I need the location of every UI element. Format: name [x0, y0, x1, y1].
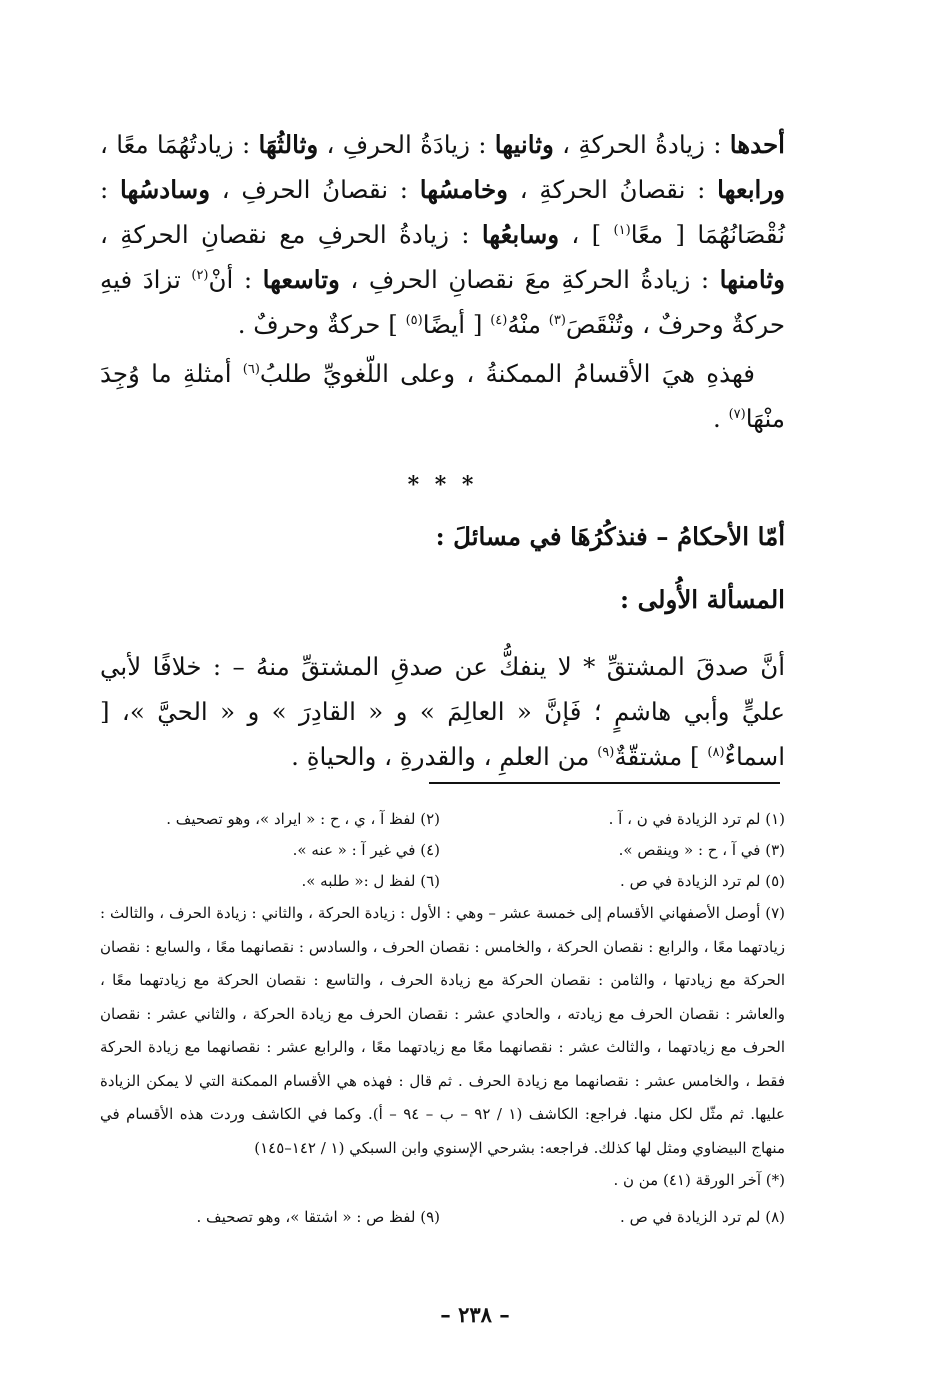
paragraph-issue-one	[100, 644, 785, 779]
text-run: .	[713, 404, 729, 433]
manuscript-mark: *	[583, 652, 596, 681]
text-run: من العلمِ ، والقدرةِ ، والحياةِ .	[291, 742, 598, 771]
text-run: : زيادَةُ الحرفِ ،	[318, 130, 495, 159]
text-run: : زيادةُ الحركةِ معَ نقصانِ الحرفِ ،	[339, 265, 720, 294]
footnote-ref: (٣)	[548, 312, 566, 328]
text-run: أنَّ صدقَ المشتقِّ	[595, 652, 785, 681]
footnote-star: (*) آخر الورقة (٤١) من ن .	[613, 1171, 785, 1189]
footnote-ref: (٢)	[191, 267, 209, 283]
keyword: وسابعُها	[481, 220, 560, 249]
footnote-ref: (٤)	[490, 312, 508, 328]
text-run: ] مشتقّةٌ	[614, 742, 708, 771]
keyword: وخامسُها	[419, 175, 508, 204]
text-run: : نقصانُ الحرفِ ،	[210, 175, 420, 204]
footnote-9: (٩) لفظ ص : « اشتقا »، وهو تصحيف .	[196, 1208, 440, 1226]
keyword: وسادسُها	[120, 175, 211, 204]
footnote-ref: (٨)	[707, 744, 725, 760]
footnote-2: (٢) لفظ آ ، ي ، ح : « ايراد »، وهو تصحيف .	[166, 810, 440, 828]
text-run: ] حركةٌ وحرفٌ .	[237, 310, 406, 339]
keyword: وتاسعها	[262, 265, 340, 294]
footnotes	[100, 804, 785, 1233]
footnote-row	[100, 1202, 785, 1233]
footnote-1: (١) لم ترد الزيادة في ن ، آ .	[608, 810, 785, 828]
text-run: : نقصانُ الحركةِ ،	[507, 175, 718, 204]
footnote-ref: (١)	[613, 222, 631, 238]
footnote-8: (٨) لم ترد الزيادة في ص .	[620, 1208, 785, 1226]
footnote-5: (٥) لم ترد الزيادة في ص .	[620, 872, 785, 890]
footnote-divider	[429, 782, 780, 784]
section-heading: أمّا الأحكامُ – فنذكُرُهَا في مسائلَ :	[435, 522, 785, 551]
footnote-ref: (٩)	[597, 744, 615, 760]
page-number: – ٢٣٨ –	[440, 1302, 510, 1327]
text-run: : زيادةُ الحرفِ مع نقصانِ الحركةِ ،	[100, 220, 482, 249]
paragraph-divisions	[100, 122, 785, 347]
text-run: [ أيضًا	[422, 310, 491, 339]
section-separator: * * *	[407, 472, 478, 498]
main-text	[100, 122, 785, 779]
footnote-row	[100, 835, 785, 866]
keyword: وثامنها	[719, 265, 785, 294]
text-run: : زيادتُهُمَا معًا ،	[100, 130, 259, 159]
text-run: : أنْ	[208, 265, 263, 294]
text-run: ] ،	[559, 220, 614, 249]
issue-heading: المسألة الأُولى :	[620, 585, 785, 614]
text-run: : نُقْصَانُهُمَا [ معًا	[100, 175, 785, 249]
footnote-6: (٦) لفظ ل :« طلبه ».	[301, 872, 440, 890]
text-run: لا ينفكُّ عن صدقِ المشتقِّ منهُ – : خلافًا لأبي عليٍّ وأبي هاشمٍ ؛ فَإنَّ « العالِمَ » و « القادِرَ » و « الحيَّ »، [ اسماءٌ	[100, 652, 785, 771]
text-run: فهذهِ هيَ الأقسامُ الممكنةُ ، وعلى اللّغويِّ طلبُ	[259, 359, 756, 388]
footnote-ref: (٥)	[405, 312, 423, 328]
footnote-ref: (٧)	[728, 406, 746, 422]
keyword: وثانيها	[494, 130, 554, 159]
text-run: : زيادةُ الحركةِ ،	[553, 130, 730, 159]
footnote-row	[100, 866, 785, 897]
keyword: أحدها	[729, 130, 785, 159]
footnote-ref: (٦)	[242, 361, 260, 377]
footnote-3: (٣) في آ ، ح : « وينقص ».	[618, 841, 785, 859]
text-run: تزادَ فيهِ حركةٌ وحرفٌ ، وتُنْقَصَ	[100, 265, 785, 339]
footnote-7: (٧) أوصل الأصفهاني الأقسام إلى خمسة عشر – وهي : الأول : زيادة الحركة ، والثاني : زيادة الحرف ، والثالث : زيادتهما معًا ، والرابع : نقصان الحركة ، والخامس : نقصان الحرف ، والسادس : نقصانهما معًا ، والسابع : نقصان الحركة مع زيادتها ، والثامن : نقصان الحركة مع زيادة الحرف ، والتاسع : نقصان الحركة مع زيادتهما معًا ، والعاشر : نقصان الحرف مع زيادته ، والحادي عشر : نقصان الحرف مع زيادة الحركة ، والثاني عشر : نقصان الحرف مع زيادتهما ، والثالث عشر : نقصانهما معًا مع زيادتهما معًا ، والرابع عشر : نقصانهما مع زيادة الحركة فقط ، والخامس عشر : نقصانهما مع زيادة الحرف . ثم قال : فهذه هي الأقسام الممكنة التي لا يمكن الزيادة عليها. ثم مثّل لكل منها. فراجع: الكاشف (١ / ٩٢ – ب – ٩٤ – أ). وكما في الكاشف وردت هذه الأقسام في منهاج البيضاوي ومثل لها كذلك. فراجعه: بشرحي الإسنوي وابن السبكي (١ / ١٤٢–١٤٥)	[100, 904, 786, 1157]
keyword: وثالثُهَا	[258, 130, 319, 159]
paragraph-conclusion	[100, 351, 785, 441]
footnote-row	[100, 804, 785, 835]
footnote-4: (٤) في غير آ : « عنه ».	[292, 841, 440, 859]
text-run: منْهُ	[507, 310, 549, 339]
keyword: ورابعها	[717, 175, 785, 204]
text-run: أمثلةِ ما وُجِدَ منْهَا	[100, 359, 785, 433]
